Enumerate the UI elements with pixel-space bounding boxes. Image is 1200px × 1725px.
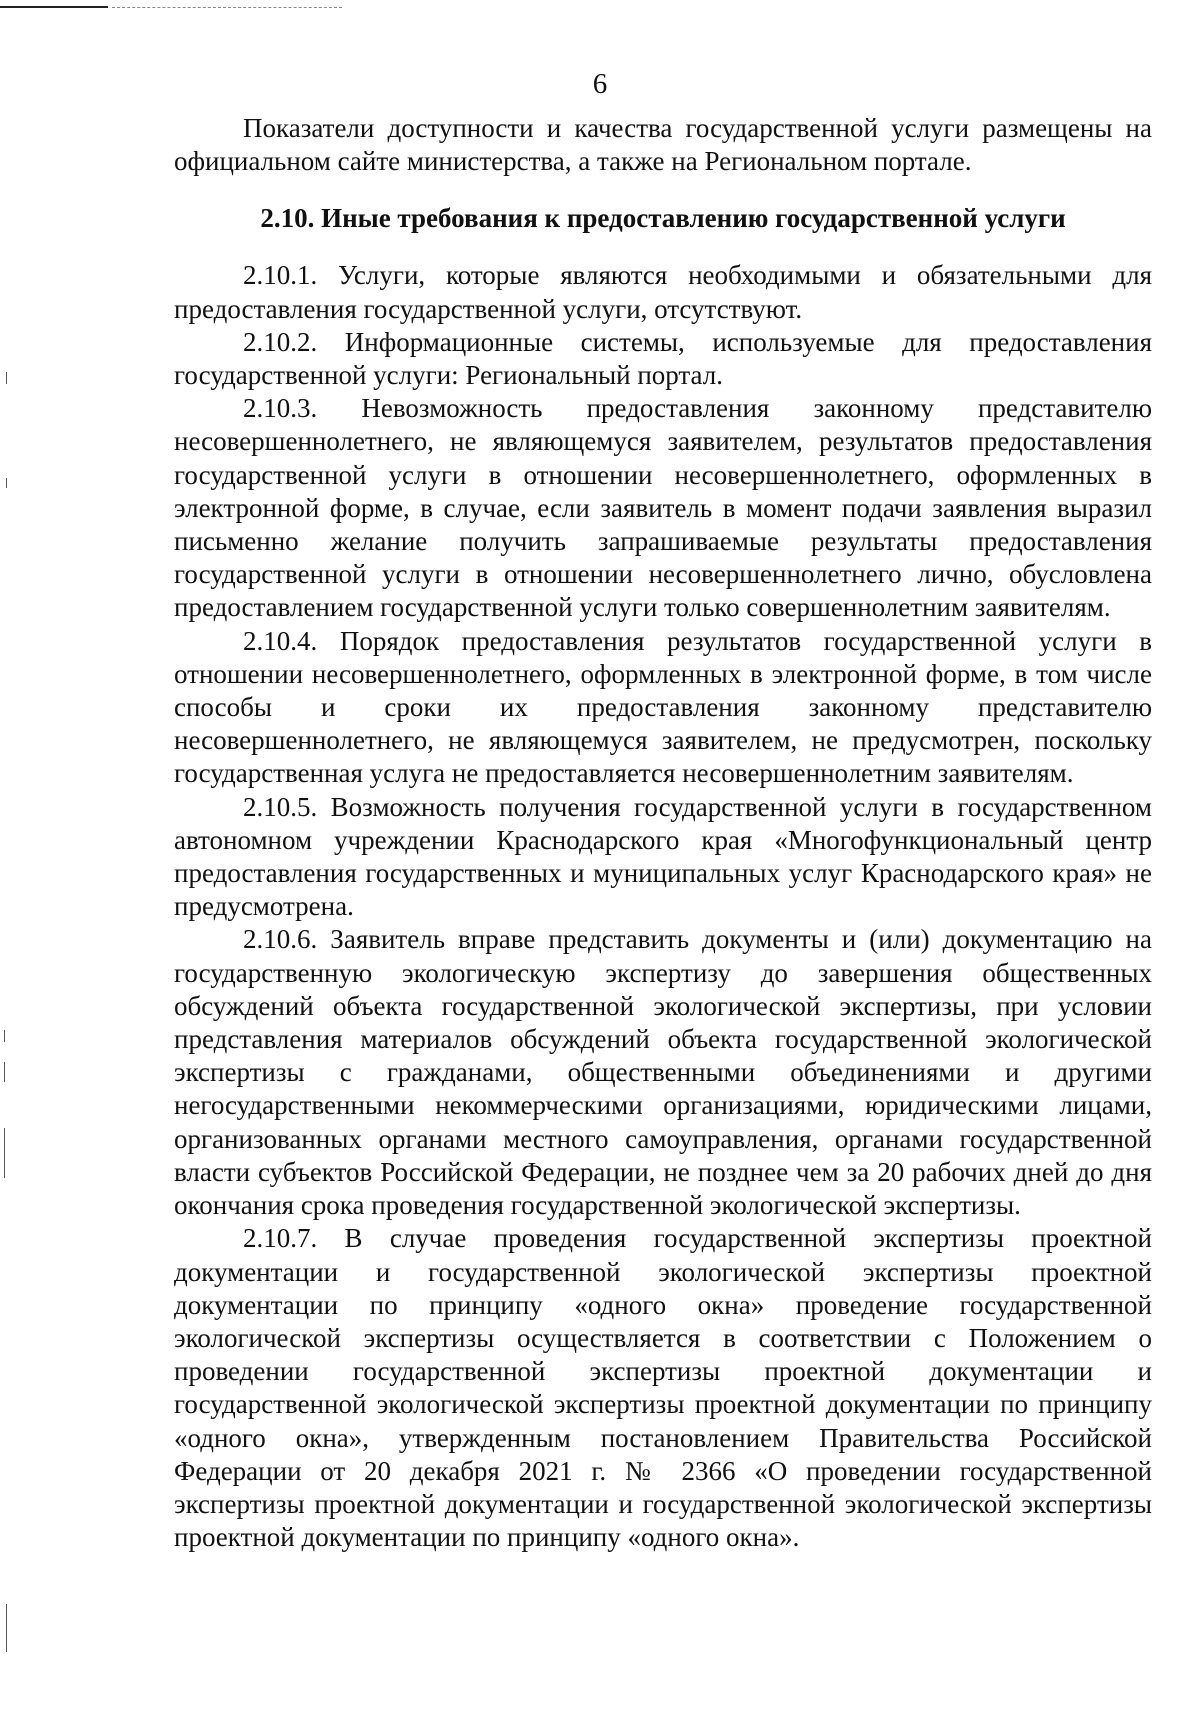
scan-edge-dots: [112, 7, 342, 8]
paragraph-2-10-1: 2.10.1. Услуги, которые являются необходимыми и обязательными для предоставления государственной услуги, отсутствуют.: [174, 260, 1152, 324]
document-body: [174, 112, 1152, 1554]
paragraph-2-10-3: 2.10.3. Невозможность предоставления законному представителю несовершеннолетнего, не являющемуся заявителем, результатов предоставления государственной услуги в отношении несовершеннолетнего, оформленных в электронной форме, в случае, если заявитель в момент подачи заявления выразил письменно желание получить запрашиваемые результаты предоставления государственной услуги в отношении несовершеннолетнего лично, обусловлена предоставлением государственной услуги только совершеннолетним заявителям.: [174, 393, 1152, 623]
page-number: 6: [592, 68, 608, 100]
paragraph-2-10-2: 2.10.2. Информационные системы, используемые для предоставления государственной услуги: Региональный портал.: [174, 326, 1152, 391]
scan-edge-rule: [0, 6, 108, 8]
paragraph-2-10-6: 2.10.6. Заявитель вправе представить документы и (или) документацию на государственную экологическую экспертизу до завершения общественных обсуждений объекта государственной экологической экспертизы, при условии представления материалов обсуждений объекта государственной экологической экспертизы с гражданами, общественными объединениями и другими негосударственными некоммерческими организациями, юридическими лицами, организованных органами местного самоуправления, органами государственной власти субъектов Российской Федерации, не позднее чем за 20 рабочих дней до дня окончания срока проведения государственной экологической экспертизы.: [174, 924, 1152, 1221]
section-heading: 2.10. Иные требования к предоставлению государственной услуги: [260, 203, 1066, 234]
scan-margin-mark: [6, 1604, 7, 1652]
paragraph-2-10-5: 2.10.5. Возможность получения государственной услуги в государственном автономном учреждении Краснодарского края «Многофункциональный центр предоставления государственных и муниципальных услуг Краснодарского края» не предусмотрена.: [174, 791, 1152, 922]
scan-margin-mark: [6, 478, 7, 488]
scan-margin-mark: [4, 1030, 5, 1042]
scan-margin-mark: [6, 372, 7, 384]
scan-margin-mark: [4, 1062, 5, 1082]
paragraph-quality-indicators: Показатели доступности и качества государственной услуги размещены на официальном сайте министерства, а также на Региональном портале.: [174, 113, 1152, 177]
paragraph-2-10-4: 2.10.4. Порядок предоставления результатов государственной услуги в отношении несовершеннолетнего, оформленных в электронной форме, в том числе способы и сроки их предоставления законному представителю несовершеннолетнего, не являющемуся заявителем, не предусмотрен, поскольку государственная услуга не предоставляется несовершеннолетним заявителям.: [174, 625, 1152, 789]
scan-margin-mark: [4, 1128, 5, 1178]
paragraph-2-10-7: 2.10.7. В случае проведения государственной экспертизы проектной документации и государственной экологической экспертизы проектной документации по принципу «одного окна» проведение государственной экологической экспертизы осуществляется в соответствии с Положением о проведении государственной экспертизы проектной документации и государственной экологической экспертизы проектной документации по принципу «одного окна», утвержденным постановлением Правительства Российской Федерации от 20 декабря 2021 г. № 2366 «О проведении государственной экспертизы проектной документации и государственной экологической экспертизы проектной документации по принципу «одного окна».: [174, 1223, 1152, 1553]
